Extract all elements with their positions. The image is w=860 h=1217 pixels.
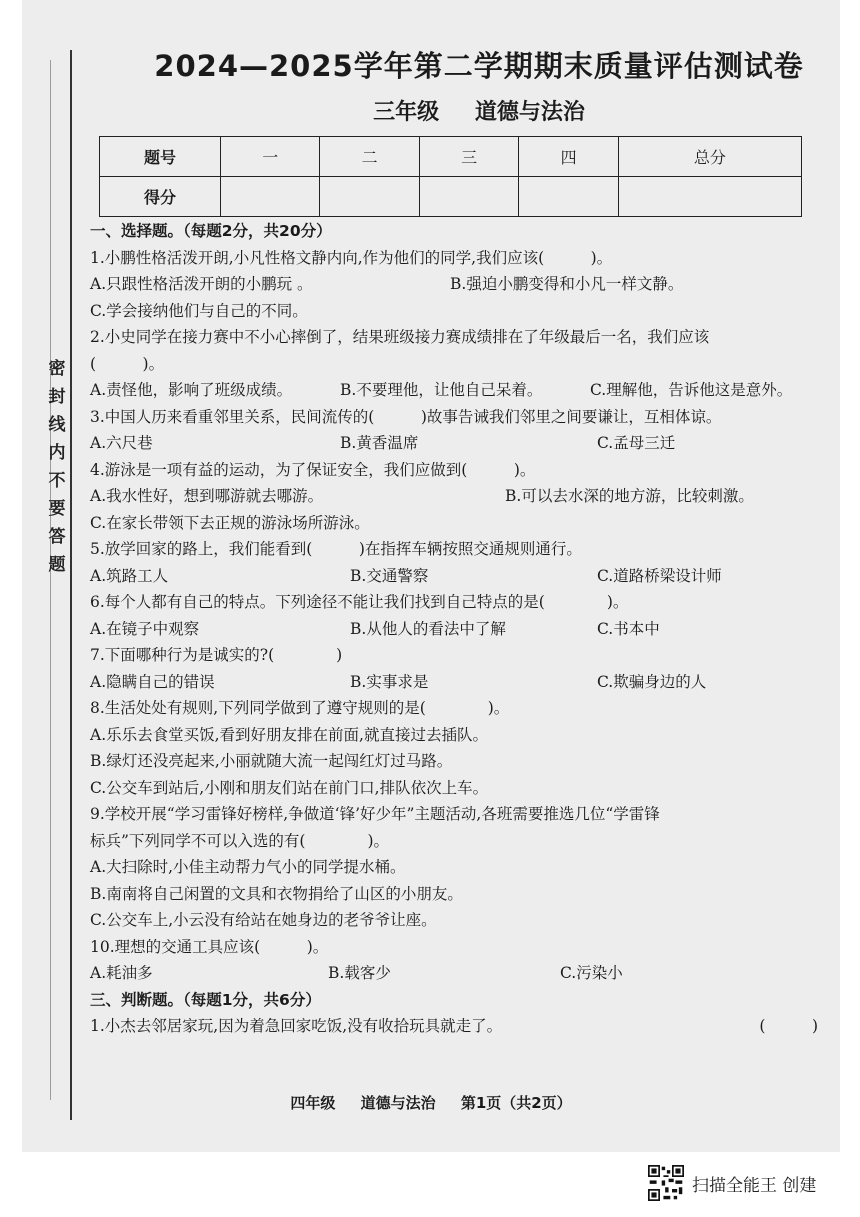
seal-char: 封 [48, 387, 66, 407]
option: A.隐瞒自己的错误 [90, 672, 215, 691]
question-stem: 8.生活处处有规则,下列同学做到了遵守规则的是( )。 [90, 699, 510, 717]
option: A.在镜子中观察 [90, 619, 200, 638]
score-input-cell[interactable] [221, 177, 320, 217]
qr-code-icon [648, 1165, 684, 1201]
binding-line-outer [50, 60, 51, 1100]
footer-subject: 道德与法治 [360, 1094, 436, 1112]
question-stem: 3.中国人历来看重邻里关系，民间流传的( )故事告诫我们邻里之间要谦让，互相体谅。 [90, 407, 722, 426]
footer-page: 第1页（共2页） [460, 1094, 572, 1112]
option: A.责怪他，影响了班级成绩。 [90, 381, 293, 399]
question-stem: 5.放学回家的路上，我们能看到( )在指挥车辆按照交通规则通行。 [90, 540, 582, 558]
question-stem: 4.游泳是一项有益的运动，为了保证安全，我们应做到( )。 [90, 460, 536, 479]
exam-subtitle [134, 95, 824, 126]
exam-content [90, 218, 830, 1040]
option-row [90, 271, 830, 298]
seal-char: 内 [48, 443, 66, 463]
question-stem: 1.小鹏性格活泼开朗,小凡性格文静内向,作为他们的同学,我们应该( )。 [90, 248, 613, 267]
score-cell: 一 [221, 137, 320, 177]
page-footer [22, 1092, 840, 1113]
score-cell: 总分 [618, 137, 801, 177]
option: B.不要理他，让他自己呆着。 [340, 381, 543, 399]
score-cell: 四 [519, 137, 618, 177]
option: C.污染小 [560, 964, 623, 982]
seal-char: 答 [48, 527, 66, 547]
score-cell: 得分 [100, 177, 221, 217]
option: B.从他人的看法中了解 [350, 619, 506, 638]
question-stem: 7.下面哪种行为是诚实的?( ) [90, 646, 343, 664]
option: B.实事求是 [350, 672, 429, 691]
question-stem: 10.理想的交通工具应该( )。 [90, 937, 329, 956]
option: C.理解他，告诉他这是意外。 [590, 381, 793, 399]
score-cell: 二 [320, 137, 419, 177]
option: B.可以去水深的地方游，比较刺激。 [505, 487, 754, 505]
seal-char: 密 [48, 359, 66, 379]
question-stem: 9.学校开展“学习雷锋好榜样,争做道‘锋’好少年”主题活动,各班需要推选几位“学雷锋 [90, 805, 660, 823]
option: B.绿灯还没亮起来,小丽就随大流一起闯红灯过马路。 [90, 752, 453, 770]
option: B.黄香温席 [340, 434, 419, 452]
section-heading: 一、选择题。（每题2分，共20分） [90, 222, 332, 240]
seal-char: 要 [48, 499, 66, 519]
option: A.大扫除时,小佳主动帮力气小的同学提水桶。 [90, 858, 406, 876]
seal-char: 题 [48, 555, 66, 575]
judgment-item [90, 1013, 830, 1040]
scanner-watermark [648, 1163, 816, 1203]
option: C.欺骗身边的人 [597, 672, 707, 691]
grade-label: 三年级 [373, 100, 440, 125]
option: C.公交车到站后,小刚和朋友们站在前门口,排队依次上车。 [90, 778, 489, 797]
option: A.只跟性格活泼开朗的小鹏玩 。 [90, 275, 313, 293]
option: A.我水性好，想到哪游就去哪游。 [90, 487, 324, 505]
score-input-cell[interactable] [519, 177, 618, 217]
option: A.乐乐去食堂买饭,看到好朋友排在前面,就直接过去插队。 [90, 725, 488, 744]
question-stem: 6.每个人都有自己的特点。下列途径不能让我们找到自己特点的是( )。 [90, 593, 629, 611]
option-row [90, 960, 830, 987]
binding-line [70, 50, 72, 1120]
option-row [90, 563, 830, 590]
subject-label: 道德与法治 [474, 100, 585, 125]
option: C.在家长带领下去正规的游泳场所游泳。 [90, 513, 370, 532]
option-row [90, 669, 830, 696]
option: B.交通警察 [350, 566, 429, 585]
option: C.公交车上,小云没有给站在她身边的老爷爷让座。 [90, 911, 437, 929]
score-input-cell[interactable] [320, 177, 419, 217]
option: A.耗油多 [90, 964, 153, 982]
score-table [99, 136, 802, 217]
section-heading: 三、判断题。（每题1分，共6分） [90, 990, 321, 1009]
seal-text [44, 355, 70, 579]
score-cell: 三 [419, 137, 518, 177]
seal-char: 线 [48, 415, 66, 435]
option: C.孟母三迁 [597, 434, 676, 452]
option: A.筑路工人 [90, 566, 169, 585]
score-cell: 题号 [100, 137, 221, 177]
option: A.六尺巷 [90, 434, 153, 452]
score-input-cell[interactable] [419, 177, 518, 217]
watermark-text: 扫描全能王 创建 [692, 1175, 817, 1196]
option-row [90, 430, 830, 457]
option: B.南南将自己闲置的文具和衣物捐给了山区的小朋友。 [90, 884, 463, 903]
seal-char: 不 [48, 471, 66, 491]
option: C.学会接纳他们与自己的不同。 [90, 301, 308, 320]
score-table-header-row [100, 137, 802, 177]
exam-title: 2024—2025学年第二学期期末质量评估测试卷 [154, 49, 804, 83]
option-row [90, 483, 830, 510]
option: C.道路桥梁设计师 [597, 566, 722, 585]
option: B.载客少 [328, 964, 391, 982]
answer-parentheses[interactable]: ( ) [759, 1017, 818, 1035]
question-stem: 2.小史同学在接力赛中不小心摔倒了，结果班级接力赛成绩排在了年级最后一名，我们应该 [90, 328, 710, 346]
question-stem-cont: 标兵”下列同学不可以入选的有( )。 [90, 831, 390, 850]
score-input-cell[interactable] [618, 177, 801, 217]
option-row [90, 616, 830, 643]
footer-grade: 四年级 [290, 1094, 336, 1112]
option-row [90, 377, 830, 404]
option: C.书本中 [597, 619, 660, 638]
question-stem-cont: ( )。 [90, 354, 165, 373]
option: B.强迫小鹏变得和小凡一样文静。 [450, 275, 684, 293]
judgment-text: 1.小杰去邻居家玩,因为着急回家吃饭,没有收拾玩具就走了。 [90, 1017, 503, 1035]
score-table-score-row [100, 177, 802, 217]
exam-paper [22, 0, 840, 1152]
